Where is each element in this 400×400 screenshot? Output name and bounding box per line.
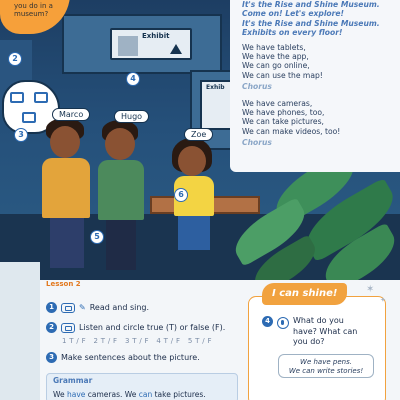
song-line: We can use the map! bbox=[242, 70, 323, 80]
song-line: We have cameras, bbox=[242, 98, 313, 108]
tf-item[interactable]: 1 T / F bbox=[62, 337, 86, 345]
song-line: We have phones, too, bbox=[242, 108, 325, 118]
grammar-title: Grammar bbox=[53, 376, 93, 385]
tf-item[interactable]: 3 T / F bbox=[124, 337, 149, 345]
grammar-text: We bbox=[53, 390, 67, 399]
activity-number: 4 bbox=[262, 316, 273, 327]
exhibit-picture-icon bbox=[118, 36, 138, 56]
callout-5: 5 bbox=[90, 230, 104, 244]
exhibit-sign-label: Exhibit bbox=[142, 32, 170, 40]
chorus-label: Chorus bbox=[242, 82, 272, 92]
speech-bubble bbox=[0, 0, 70, 34]
tf-item[interactable]: 4 T / F bbox=[156, 337, 181, 345]
song-line: Come on! Let's explore! bbox=[242, 9, 344, 19]
callout-6: 6 bbox=[174, 188, 188, 202]
sparkle-icon: ✶ bbox=[366, 284, 375, 295]
activity-text: Read and sing. bbox=[89, 303, 150, 312]
answer-line: We have pens. bbox=[300, 358, 352, 366]
activity-2 bbox=[46, 322, 225, 333]
grammar-box bbox=[46, 373, 238, 400]
pencil-icon: ✎ bbox=[79, 303, 86, 312]
activity-number: 3 bbox=[46, 352, 57, 363]
song-line: Exhibits on every floor! bbox=[242, 28, 343, 38]
speech-bubble-text: you do in a museum? bbox=[14, 2, 53, 18]
song-line: We can make videos, too! bbox=[242, 126, 341, 136]
chorus-label: Chorus bbox=[242, 138, 272, 148]
song-line: It's the Rise and Shine Museum. bbox=[242, 18, 380, 28]
song-line: We have tablets, bbox=[242, 42, 306, 52]
arrow-up-icon bbox=[170, 42, 182, 54]
exhibit-sign bbox=[110, 28, 192, 60]
tf-item[interactable]: 2 T / F bbox=[93, 337, 118, 345]
exhibit-sign-small-label: Exhib bbox=[206, 84, 225, 91]
activity-number: 1 bbox=[46, 302, 57, 313]
grammar-text: take pictures. bbox=[152, 390, 206, 399]
grammar-example bbox=[53, 390, 231, 399]
song-line: We have the app, bbox=[242, 52, 309, 62]
activity-text: Make sentences about the picture. bbox=[61, 353, 200, 362]
tf-item[interactable]: 5 T / F bbox=[187, 337, 212, 345]
callout-2: 2 bbox=[8, 52, 22, 66]
song-lyrics-panel bbox=[230, 0, 400, 172]
i-can-shine-box bbox=[248, 296, 386, 400]
sparkle-icon: ✦ bbox=[380, 296, 386, 304]
callout-4: 4 bbox=[126, 72, 140, 86]
speaking-icon bbox=[277, 317, 289, 329]
song-line: We can go online, bbox=[242, 61, 310, 71]
answer-line: We can write stories! bbox=[288, 367, 364, 375]
song-line: It's the Rise and Shine Museum. bbox=[242, 0, 380, 9]
shine-question bbox=[262, 316, 369, 348]
game-icon bbox=[22, 112, 36, 123]
name-tag-zoe: Zoe bbox=[184, 128, 213, 141]
true-false-row bbox=[62, 337, 212, 345]
activity-3 bbox=[46, 352, 200, 363]
page-margin bbox=[0, 262, 40, 400]
activity-text: Listen and circle true (T) or false (F). bbox=[79, 323, 226, 332]
mail-icon bbox=[10, 92, 24, 103]
name-tag-marco: Marco bbox=[52, 108, 90, 121]
example-answer-bubble bbox=[278, 354, 374, 378]
activity-1 bbox=[46, 302, 149, 313]
audio-track-icon bbox=[61, 323, 75, 333]
activity-number: 2 bbox=[46, 322, 57, 333]
grammar-text: cameras. We bbox=[85, 390, 139, 399]
audio-track-icon bbox=[61, 303, 75, 313]
grammar-highlight: have bbox=[66, 390, 86, 399]
callout-3: 3 bbox=[14, 128, 28, 142]
i-can-shine-title: I can shine! bbox=[262, 283, 347, 305]
lesson-tag: Lesson 2 bbox=[46, 280, 81, 288]
camera-icon bbox=[34, 92, 48, 103]
song-line: We can take pictures, bbox=[242, 117, 324, 127]
shine-question-text: What do you have? What can you do? bbox=[293, 316, 358, 346]
name-tag-hugo: Hugo bbox=[114, 110, 149, 123]
grammar-highlight: can bbox=[138, 390, 153, 399]
